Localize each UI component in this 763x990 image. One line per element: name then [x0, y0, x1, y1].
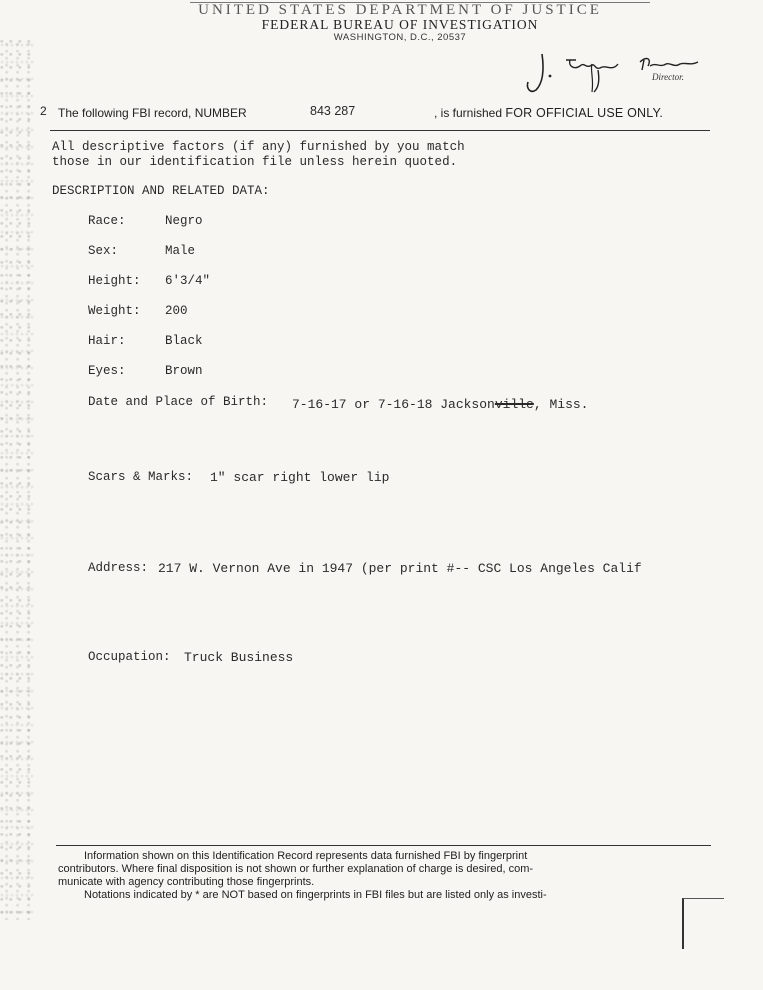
scars-value: 1" scar right lower lip — [210, 470, 390, 485]
footer-line-2: contributors. Where final disposition is not shown or further explanation of charge is desired, com- — [58, 863, 534, 875]
footer-line-1: Information shown on this Identification Record represents data furnished FBI by fingerprint — [84, 850, 528, 862]
occupation-value: Truck Business — [184, 650, 294, 665]
city-heading: WASHINGTON, D.C., 20537 — [333, 32, 467, 43]
department-heading: UNITED STATES DEPARTMENT OF JUSTICE — [198, 2, 602, 18]
address-value: 217 W. Vernon Ave in 1947 (per print #-- CSC Los Angeles Calif — [158, 561, 642, 576]
field-label-hair: Hair: — [88, 334, 126, 348]
record-rule — [50, 130, 710, 131]
section-heading: DESCRIPTION AND RELATED DATA: — [52, 184, 270, 198]
field-value-race: Negro — [165, 214, 203, 228]
intro-line-1: All descriptive factors (if any) furnished by you match — [52, 140, 465, 154]
field-label-sex: Sex: — [88, 244, 119, 258]
record-prefix: The following FBI record, NUMBER — [58, 106, 247, 120]
address-label: Address: — [88, 561, 149, 575]
field-value-hair: Black — [165, 334, 203, 348]
record-suffix-text: , is furnished — [434, 106, 503, 120]
footer-rule — [56, 845, 711, 846]
field-label-weight: Weight: — [88, 304, 141, 318]
field-value-height: 6'3/4" — [165, 274, 211, 288]
occupation-label: Occupation: — [88, 650, 171, 664]
official-use-notice: FOR OFFICIAL USE ONLY. — [505, 106, 664, 120]
page-marker: 2 — [40, 104, 47, 118]
birth-value — [292, 397, 588, 412]
corner-box — [682, 898, 724, 949]
scan-edge-noise — [0, 40, 34, 920]
intro-line-2: those in our identification file unless herein quoted. — [52, 155, 458, 169]
bureau-heading: FEDERAL BUREAU OF INVESTIGATION — [261, 17, 539, 32]
birth-label: Date and Place of Birth: — [88, 395, 269, 409]
record-suffix — [434, 106, 663, 120]
field-value-weight: 200 — [165, 304, 188, 318]
scars-label: Scars & Marks: — [88, 470, 194, 484]
field-value-sex: Male — [165, 244, 196, 258]
field-value-eyes: Brown — [165, 364, 203, 378]
field-label-race: Race: — [88, 214, 126, 228]
birth-date-place: 7-16-17 or 7-16-18 Jackson — [292, 397, 495, 412]
field-label-height: Height: — [88, 274, 141, 288]
footer-line-3: municate with agency contributing those fingerprints. — [58, 876, 315, 888]
record-number: 843 287 — [310, 104, 356, 118]
director-label: Director. — [652, 72, 684, 82]
field-label-eyes: Eyes: — [88, 364, 126, 378]
footer-line-4: Notations indicated by * are NOT based on fingerprints in FBI files but are listed only as investi- — [84, 889, 547, 901]
birth-struck-text: ville — [494, 397, 534, 412]
birth-state: , Miss. — [533, 397, 589, 412]
